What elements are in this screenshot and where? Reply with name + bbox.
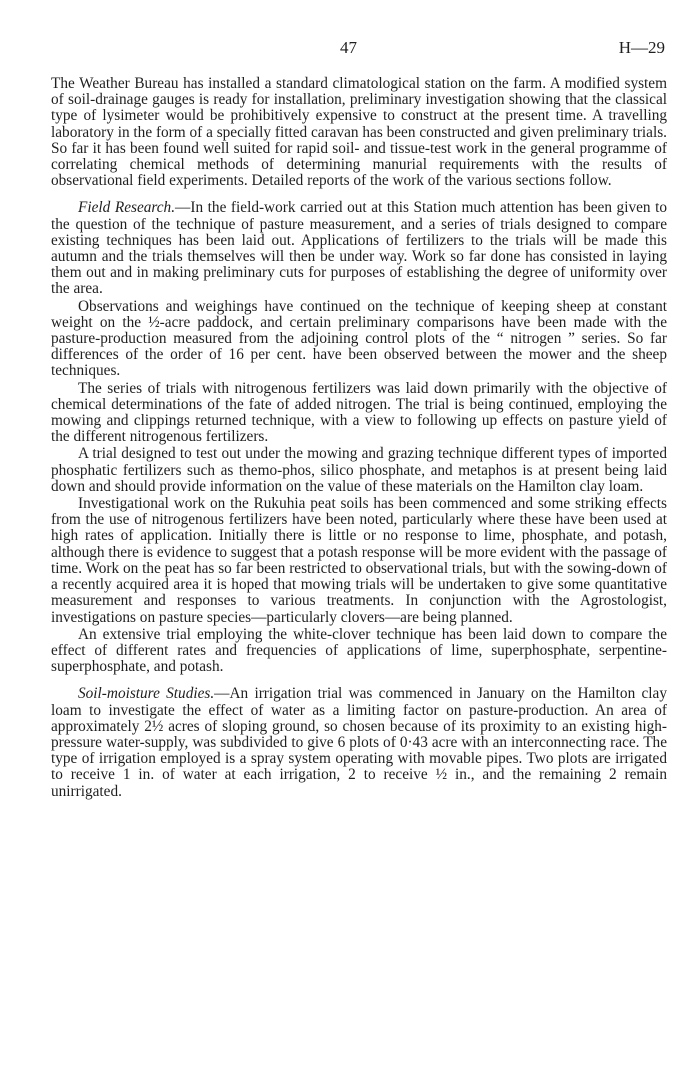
paragraph-field-research: Field Research.—In the field-work carried out at this Station much attention has been given to the question of the technique of pasture measurement, and a series of trials designed to compare existing techniques has been laid out. Applications of fertilizers to the trials will be made this autumn and the trials themselves will then be under way. Work so far done has consisted in laying them out and in making preliminary cuts for purposes of establishing the degree of uniformity over the area. xyxy=(51,199,668,298)
page-number: 47 xyxy=(340,38,357,57)
page-header xyxy=(0,38,700,62)
paragraph-observations: Observations and weighings have continued on the technique of keeping sheep at constant weight on the ½-acre paddock, and certain preliminary comparisons have been made with the pasture-production measured from the adjoining control plots of the “ nitrogen ” series. So far differences of the order of 16 per cent. have been observed between the mower and the sheep techniques. xyxy=(51,297,667,380)
paragraph-white-clover: An extensive trial employing the white-clover technique has been laid down to compare the effect of different rates and frequencies of applications of lime, superphosphate, serpentine-superphosphate, and potash. xyxy=(51,625,667,676)
paragraph-nitrogenous-trials: The series of trials with nitrogenous fertilizers was laid down primarily with the objective of chemical determinations of the fate of added nitrogen. The trial is being continued, employing the mowing and clippings returned technique, with a view to following up effects on pasture yield of the different nitrogenous fertilizers. xyxy=(51,379,667,446)
document-reference: H—29 xyxy=(618,38,665,57)
paragraph-soil-moisture: Soil-moisture Studies.—An irrigation trial was commenced in January on the Hamilton clay loam to investigate the effect of water as a limiting factor on pasture-production. An area of approximately 2½ acres of sloping ground, so chosen because of its proximity to an existing high-pressure water-supply, was subdivided to give 6 plots of 0·43 acre with an interconnecting race. The type of irrigation employed is a spray system operating with movable pipes. Two plots are irrigated to receive 1 in. of water at each irrigation, 2 to receive ½ in., and the remaining 2 remain unirrigated. xyxy=(51,685,667,800)
paragraph-rukuhia-peat: Investigational work on the Rukuhia peat soils has been commenced and some striking effects from the use of nitrogenous fertilizers have been noted, particularly where these have been used at high rates of application. Initially there is little or no response to lime, phosphate, and potash, although there is evidence to suggest that a potash response will be more evident with the passage of time. Work on the peat has so far been restricted to observational trials, but with the sowing-down of a recently acquired area it is hoped that mowing trials will be undertaken to give some quantitative measurement and responses to various treatments. In conjunction with the Agrostologist, investigations on pasture species—particularly clovers—are being planned. xyxy=(51,495,667,626)
section-heading-field-research: Field Research. xyxy=(78,199,176,217)
body-text xyxy=(51,76,667,800)
paragraph-weather-bureau: The Weather Bureau has installed a standard climatological station on the farm. A modified system of soil-drainage gauges is ready for installation, preliminary investigation showing that the classical type of lysimeter would be prohibitively expensive to construct at the present time. A travelling laboratory in the form of a specially fitted caravan has been constructed and given preliminary trials. So far it has been found well suited for rapid soil- and tissue-test work in the general programme of correlating chemical methods of determining manurial requirements with the results of observational field experiments. Detailed reports of the work of the various sections follow. xyxy=(51,75,667,190)
paragraph-phosphatic-trial: A trial designed to test out under the mowing and grazing technique different types of imported phosphatic fertilizers such as themo-phos, silico phosphate, and metaphos is at present being laid down and should provide information on the value of these materials on the Hamilton clay loam. xyxy=(51,445,667,495)
section-heading-soil-moisture: Soil-moisture Studies. xyxy=(78,685,215,703)
